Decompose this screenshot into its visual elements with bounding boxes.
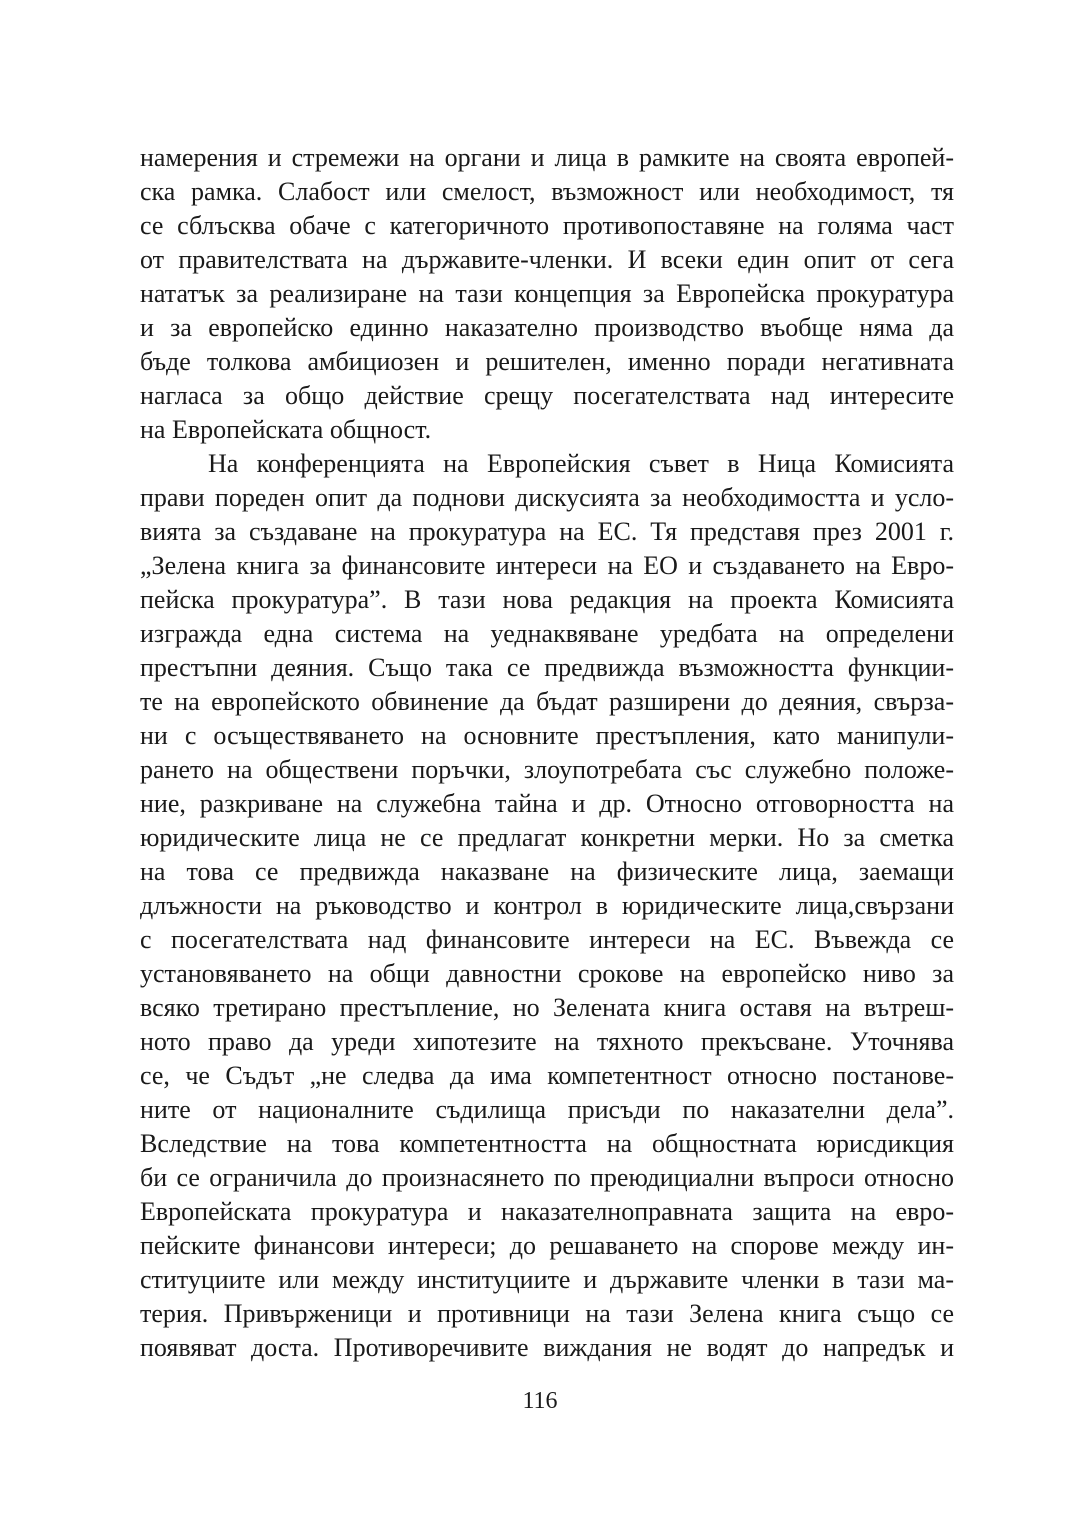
page-number: 116 [522,1388,558,1414]
text-line: ни с осъществяването на основните престъпления, като манипули- [140,721,954,750]
text-line: нататък за реализиране на тази концепция за Европейска прокуратура [140,279,954,308]
text-line: терия. Привърженици и противници на тази Зелена книга също се [140,1299,954,1328]
text-line: пейските финансови интереси; до решаването на спорове между ин- [140,1231,954,1260]
text-line: с посегателствата над финансовите интереси на ЕС. Въвежда се [140,925,954,954]
text-line: вията за създаване на прокуратура на ЕС. Тя представя през 2001 г. [140,517,954,546]
text-line: Вследствие на това компетентността на общностната юрисдикция [140,1129,954,1158]
body-text [140,141,954,1365]
text-line: длъжности на ръководство и контрол в юридическите лица,свързани [140,891,954,920]
text-line: На конференцията на Европейския съвет в Ница Комисията [208,449,954,478]
text-line: ното право да уреди хипотезите на тяхното прекъсване. Уточнява [140,1027,954,1056]
text-line: появяват доста. Противоречивите виждания не водят до напредък и [140,1333,954,1362]
paragraph [140,141,954,447]
text-line: пейска прокуратура”. В тази нова редакция на проекта Комисията [140,585,954,614]
paragraph [140,447,954,1365]
text-line: се, че Съдът „не следва да има компетентност относно постанове- [140,1061,954,1090]
text-line: ска рамка. Слабост или смелост, възможност или необходимост, тя [140,177,954,206]
text-line: прави пореден опит да поднови дискусията за необходимостта и усло- [140,483,954,512]
text-line: установяването на общи давностни срокове на европейско ниво за [140,959,954,988]
text-line: би се ограничила до произнасянето по преюдициални въпроси относно [140,1163,954,1192]
text-line: престъпни деяния. Също така се предвижда възможността функции- [140,653,954,682]
text-line: ните от националните съдилища присъди по наказателни дела”. [140,1095,954,1124]
text-line: на това се предвижда наказване на физическите лица, заемащи [140,857,954,886]
text-line: Европейската прокуратура и наказателноправната защита на евро- [140,1197,954,1226]
text-line: рането на обществени поръчки, злоупотребата със служебно положе- [140,755,954,784]
text-line: те на европейското обвинение да бъдат разширени до деяния, свърза- [140,687,954,716]
text-line: всяко третирано престъпление, но Зелената книга оставя на вътреш- [140,993,954,1022]
text-line: нагласа за общо действие срещу посегателствата над интересите [140,381,954,410]
text-line: бъде толкова амбициозен и решителен, именно поради негативната [140,347,954,376]
text-line: от правителствата на държавите-членки. И всеки един опит от сега [140,245,954,274]
text-line: ние, разкриване на служебна тайна и др. Относно отговорността на [140,789,954,818]
text-line: юридическите лица не се предлагат конкретни мерки. Но за сметка [140,823,954,852]
text-line: „Зелена книга за финансовите интереси на ЕО и създаването на Евро- [140,551,954,580]
text-line: се сблъсква обаче с категоричното противопоставяне на голяма част [140,211,954,240]
text-line: на Европейската общност. [140,415,432,444]
text-line: ституциите или между институциите и държавите членки в тази ма- [140,1265,954,1294]
text-line: изгражда една система на уеднаквяване уредбата на определени [140,619,954,648]
text-line: намерения и стремежи на органи и лица в рамките на своята европей- [140,143,954,172]
text-line: и за европейско единно наказателно производство въобще няма да [140,313,954,342]
